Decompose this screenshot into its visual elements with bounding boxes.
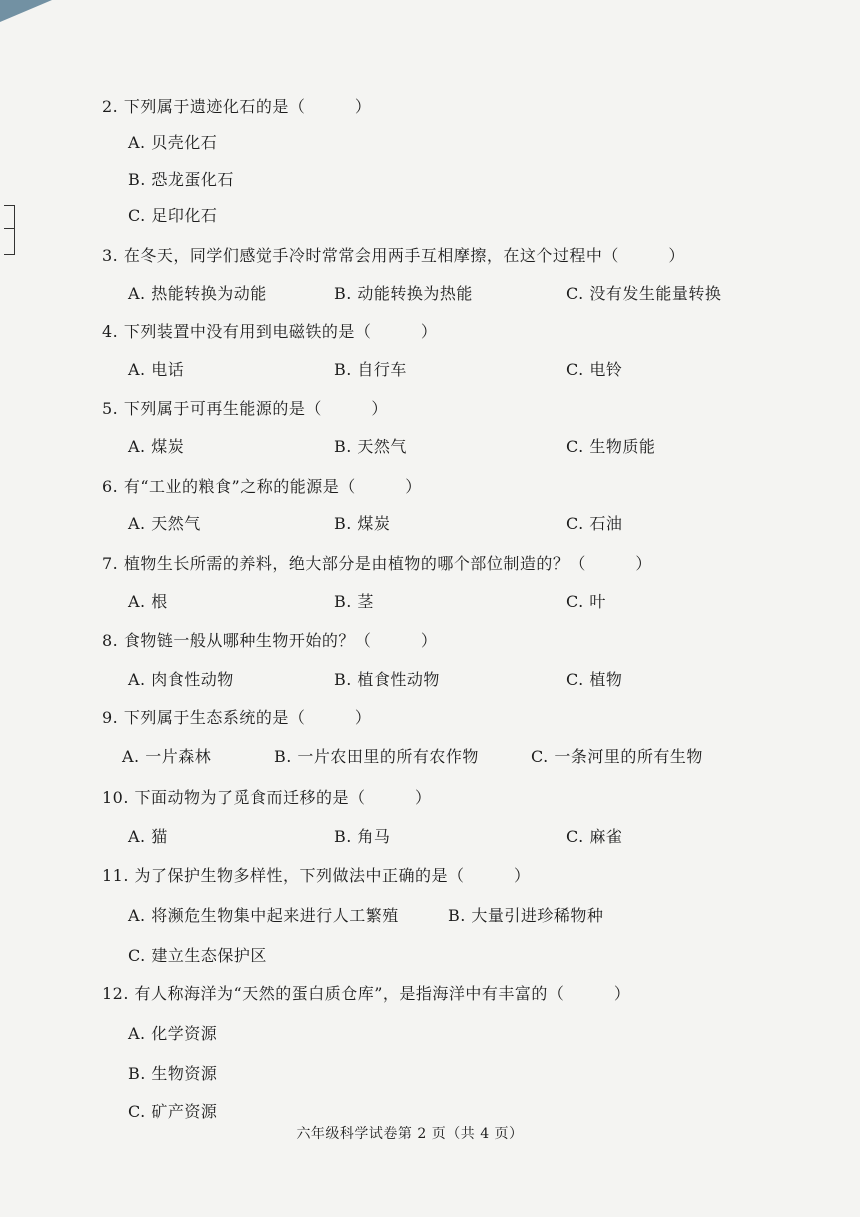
question-11-stem: 11. 为了保护生物多样性，下列做法中正确的是（ ） (102, 866, 531, 885)
question-12-option-c: C. 矿产资源 (128, 1102, 218, 1121)
question-3-option-a: A. 热能转换为动能 (128, 284, 267, 303)
question-7-option-a: A. 根 (128, 592, 168, 611)
question-3-option-c: C. 没有发生能量转换 (566, 284, 722, 303)
question-12-option-a: A. 化学资源 (128, 1024, 218, 1043)
question-7-stem: 7. 植物生长所需的养料，绝大部分是由植物的哪个部位制造的？（ ） (102, 554, 652, 573)
question-2-option-c: C. 足印化石 (128, 206, 218, 225)
question-8-option-a: A. 肉食性动物 (128, 670, 234, 689)
question-3-option-b: B. 动能转换为热能 (334, 284, 473, 303)
question-8-option-c: C. 植物 (566, 670, 623, 689)
question-7-option-b: B. 茎 (334, 592, 374, 611)
question-2-stem: 2. 下列属于遗迹化石的是（ ） (102, 97, 372, 116)
question-2-option-a: A. 贝壳化石 (128, 133, 218, 152)
question-9-option-c: C. 一条河里的所有生物 (531, 747, 703, 766)
page-footer-text: 六年级科学试卷第 2 页（共 4 页） (296, 1126, 524, 1142)
question-4-option-c: C. 电铃 (566, 360, 623, 379)
question-4-option-b: B. 自行车 (334, 360, 407, 379)
question-11-option-b: B. 大量引进珍稀物种 (448, 906, 604, 925)
question-5-option-c: C. 生物质能 (566, 437, 656, 456)
question-10-option-c: C. 麻雀 (566, 827, 623, 846)
page-footer (0, 1124, 860, 1144)
scan-corner-mark (0, 0, 52, 22)
question-9-option-a: A. 一片森林 (122, 747, 212, 766)
question-3-stem: 3. 在冬天，同学们感觉手冷时常常会用两手互相摩擦，在这个过程中（ ） (102, 246, 685, 265)
question-10-stem: 10. 下面动物为了觅食而迁移的是（ ） (102, 788, 432, 807)
question-4-stem: 4. 下列装置中没有用到电磁铁的是（ ） (102, 322, 438, 341)
question-6-option-a: A. 天然气 (128, 514, 201, 533)
question-5-option-b: B. 天然气 (334, 437, 407, 456)
question-6-option-c: C. 石油 (566, 514, 623, 533)
question-10-option-b: B. 角马 (334, 827, 391, 846)
question-5-option-a: A. 煤炭 (128, 437, 185, 456)
question-7-option-c: C. 叶 (566, 592, 606, 611)
question-6-stem: 6. 有“工业的粮食”之称的能源是（ ） (102, 477, 422, 496)
question-5-stem: 5. 下列属于可再生能源的是（ ） (102, 399, 388, 418)
question-12-option-b: B. 生物资源 (128, 1064, 218, 1083)
question-8-option-b: B. 植食性动物 (334, 670, 440, 689)
question-11-option-a: A. 将濒危生物集中起来进行人工繁殖 (128, 906, 399, 925)
question-11-option-c: C. 建立生态保护区 (128, 946, 267, 965)
question-12-stem: 12. 有人称海洋为“天然的蛋白质仓库”，是指海洋中有丰富的（ ） (102, 984, 631, 1003)
binding-bracket-mark (4, 205, 15, 255)
question-4-option-a: A. 电话 (128, 360, 185, 379)
question-9-stem: 9. 下列属于生态系统的是（ ） (102, 708, 372, 727)
question-6-option-b: B. 煤炭 (334, 514, 391, 533)
question-8-stem: 8. 食物链一般从哪种生物开始的？（ ） (102, 631, 438, 650)
question-9-option-b: B. 一片农田里的所有农作物 (274, 747, 479, 766)
question-2-option-b: B. 恐龙蛋化石 (128, 170, 234, 189)
question-10-option-a: A. 猫 (128, 827, 168, 846)
